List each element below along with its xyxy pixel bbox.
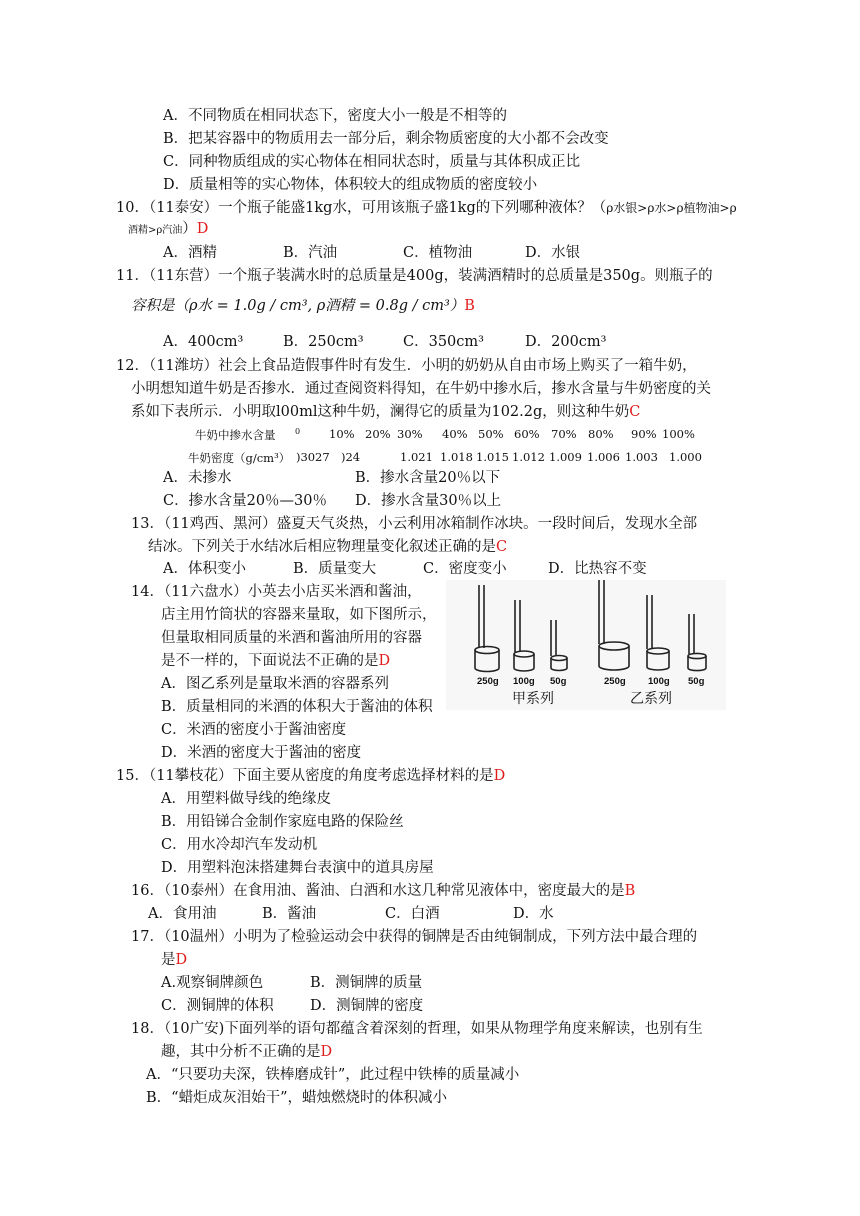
- q18-option-a: A．“只要功夫深，铁棒磨成针”，此过程中铁棒的质量减小: [146, 1067, 520, 1083]
- q12-row1-cell: 30%: [397, 427, 423, 441]
- jia-label-250: 250g: [477, 676, 499, 687]
- q16-option-c: C．白酒: [385, 906, 440, 922]
- jia-caption: 甲系列: [512, 691, 554, 707]
- q14-option-a: A．图乙系列是量取米酒的容器系列: [161, 676, 389, 692]
- q17-option-b: B．测铜牌的质量: [310, 975, 423, 991]
- q14-line1: 14．（11六盘水）小英去小店买米酒和酱油，: [131, 584, 422, 600]
- q12-row2-cell: )30: [296, 450, 316, 464]
- q12-row1-cell: 100%: [662, 427, 695, 441]
- yi-label-250: 250g: [604, 676, 626, 687]
- q9-option-c: C．同种物质组成的实心物体在相同状态时，质量与其体积成正比: [163, 154, 581, 170]
- q12-row1-cell: 70%: [551, 427, 577, 441]
- q11-option-b: B．250cm³: [283, 334, 364, 350]
- q15-answer: D: [493, 768, 506, 784]
- q11-option-c: C．350cm³: [403, 334, 484, 350]
- q14-option-b: B．质量相同的米酒的体积大于酱油的体积: [161, 699, 433, 715]
- q15-option-a: A．用塑料做导线的绝缘皮: [161, 791, 331, 807]
- q14-option-c: C．米酒的密度小于酱油密度: [161, 722, 347, 738]
- q10-option-a: A．酒精: [163, 245, 217, 261]
- q16-option-a: A．食用油: [148, 906, 217, 922]
- q12-line3-wrap: [131, 402, 640, 422]
- q16-stem-wrap: [131, 881, 635, 901]
- q12-row2-cell: 1.018: [440, 450, 473, 464]
- q18-line1: 18．（10广安)下面列举的语句都蕴含着深刻的哲理，如果从物理学角度来解读，也别有生: [131, 1021, 703, 1037]
- jia-label-50: 50g: [550, 676, 567, 687]
- q13-option-d: D．比热容不变: [548, 561, 647, 577]
- q14-option-d: D．米酒的密度大于酱油的密度: [161, 745, 362, 761]
- q17-line1: 17．（10温州）小明为了检验运动会中获得的铜牌是否由纯铜制成，下列方法中最合理的: [131, 929, 698, 945]
- q11-option-a: A．400cm³: [163, 334, 244, 350]
- q16-option-b: B．酱油: [262, 906, 317, 922]
- yi-caption: 乙系列: [630, 691, 672, 707]
- q11-line2: 容积是（ρ水 = 1.0g / cm³, ρ酒精 = 0.8g / cm³）: [131, 298, 465, 314]
- q12-row2-cell: 1.015: [476, 450, 509, 464]
- q12-row1-cell: 10%: [329, 427, 355, 441]
- q11-line2-wrap: [131, 296, 475, 316]
- q12-option-c: C．掺水含量20％—30％: [163, 493, 327, 509]
- q17-option-d: D．测铜牌的密度: [310, 998, 424, 1014]
- q10-relation-2: 酒精>ρ汽油: [128, 225, 183, 236]
- q13-line2: 结冰。下列关于水结冰后相应物理量变化叙述正确的是: [148, 539, 496, 555]
- q10-stem-line: [116, 198, 737, 218]
- q11-option-d: D．200cm³: [525, 334, 607, 350]
- q15-option-b: B．用铅锑合金制作家庭电路的保险丝: [161, 814, 404, 830]
- q9-option-b: B．把某容器中的物质用去一部分后，剩余物质密度的大小都不会改变: [163, 131, 609, 147]
- q12-row2-cell: 1.009: [549, 450, 582, 464]
- yi-label-100: 100g: [648, 676, 670, 687]
- q12-row2-cell: 27: [315, 450, 330, 464]
- q17-line2: 是: [161, 952, 176, 968]
- q18-line2-wrap: [161, 1042, 332, 1062]
- q12-row2-cell: 1.000: [669, 450, 702, 464]
- q11-stem: 11．（11东营）一个瓶子装满水时的总质量是400g，装满酒精时的总质量是350g。则瓶子的: [116, 268, 713, 284]
- measuring-cups-figure: [446, 580, 726, 710]
- q10-option-c: C．植物油: [403, 245, 473, 261]
- q17-line2-wrap: [161, 950, 187, 970]
- q13-option-c: C．密度变小: [423, 561, 507, 577]
- q12-line3: 系如下表所示．小明取l00ml这种牛奶，澜得它的质量为102.2g，则这种牛奶: [131, 404, 630, 420]
- q12-table-row-density: [188, 450, 718, 468]
- q10-option-d: D．水银: [525, 245, 581, 261]
- q18-answer: D: [320, 1044, 333, 1060]
- q13-option-a: A．体积变小: [163, 561, 246, 577]
- q12-row1-cell: 0: [295, 427, 301, 436]
- q17-option-a: A.观察铜牌颜色: [161, 975, 264, 991]
- q12-row2-label: 牛奶密度（g/cm³）: [188, 451, 291, 465]
- q9-option-d: D．质量相等的实心物体，体积较大的组成物质的密度较小: [163, 177, 538, 193]
- q10-option-b: B．汽油: [283, 245, 338, 261]
- q12-row1-label: 牛奶中掺水含量: [195, 428, 276, 442]
- q12-row2-cell: 1.006: [587, 450, 620, 464]
- q14-answer: D: [378, 653, 391, 669]
- q12-row1-cell: 40%: [442, 427, 468, 441]
- q12-row2-cell: 1.012: [512, 450, 545, 464]
- q12-option-a: A．未掺水: [163, 470, 232, 486]
- q13-answer: C: [496, 539, 508, 555]
- yi-label-50: 50g: [688, 676, 705, 687]
- q10-stem-line2: [128, 219, 208, 241]
- q10-relation-1: ρ水银>ρ水>ρ植物油>ρ: [606, 201, 737, 215]
- q12-row2-cell: 1.021: [400, 450, 433, 464]
- q12-row2-cell: )24: [341, 450, 361, 464]
- q12-row1-cell: 20%: [365, 427, 391, 441]
- jia-label-100: 100g: [513, 676, 535, 687]
- q12-option-d: D．掺水含量30％以上: [355, 493, 502, 509]
- q10-answer: D: [196, 221, 209, 237]
- q10-close: ）: [182, 221, 197, 237]
- q16-option-d: D．水: [513, 906, 554, 922]
- q17-answer: D: [175, 952, 188, 968]
- q15-stem: 15．（11攀枝花）下面主要从密度的角度考虑选择材料的是: [116, 768, 494, 784]
- q12-option-b: B．掺水含量20％以下: [355, 470, 501, 486]
- q15-option-c: C．用水冷却汽车发动机: [161, 837, 318, 853]
- q12-row1-cell: 60%: [514, 427, 540, 441]
- q12-line1: 12．（11潍坊）社会上食品造假事件时有发生．小明的奶奶从自由市场上购买了一箱牛奶，: [116, 358, 697, 374]
- q14-line4: 是不一样的，下面说法不正确的是: [161, 653, 379, 669]
- measuring-cups-drawing: [446, 580, 726, 710]
- q13-option-b: B．质量变大: [293, 561, 377, 577]
- q12-answer: C: [629, 404, 641, 420]
- q14-line2: 店主用竹筒状的容器来量取，如下图所示，: [161, 607, 437, 623]
- q14-line3: 但量取相同质量的米酒和酱油所用的容器: [161, 630, 422, 646]
- q17-option-c: C．测铜牌的体积: [161, 998, 274, 1014]
- q12-row1-cell: 50%: [478, 427, 504, 441]
- q12-row1-cell: 90%: [631, 427, 657, 441]
- q16-stem: 16．（10泰州）在食用油、酱油、白酒和水这几种常见液体中，密度最大的是: [131, 883, 625, 899]
- q13-line1: 13．（11鸡西、黑河）盛夏天气炎热，小云利用冰箱制作冰块。一段时间后，发现水全部: [131, 516, 698, 532]
- q15-option-d: D．用塑料泡沫搭建舞台表演中的道具房屋: [161, 860, 434, 876]
- q18-line2: 趣，其中分析不正确的是: [161, 1044, 321, 1060]
- q12-row2-cell: 1.003: [625, 450, 658, 464]
- q10-stem: 10．（11泰安）一个瓶子能盛1kg水，可用该瓶子盛1kg的下列哪种液体？（: [116, 200, 607, 216]
- q12-row1-cell: 80%: [588, 427, 614, 441]
- q15-stem-wrap: [116, 766, 505, 786]
- q9-option-a: A．不同物质在相同状态下，密度大小一般是不相等的: [163, 108, 507, 124]
- q12-table-row-water: [195, 427, 715, 445]
- q13-line2-wrap: [148, 537, 507, 557]
- q12-line2: 小明想知道牛奶是否掺水．通过查阅资料得知，在牛奶中掺水后，掺水含量与牛奶密度的关: [131, 381, 711, 397]
- q14-line4-wrap: [161, 651, 390, 671]
- q11-answer: B: [464, 298, 475, 314]
- q18-option-b: B．“蜡炬成灰泪始干”，蜡烛燃烧时的体积减小: [146, 1090, 447, 1106]
- q16-answer: B: [624, 883, 636, 899]
